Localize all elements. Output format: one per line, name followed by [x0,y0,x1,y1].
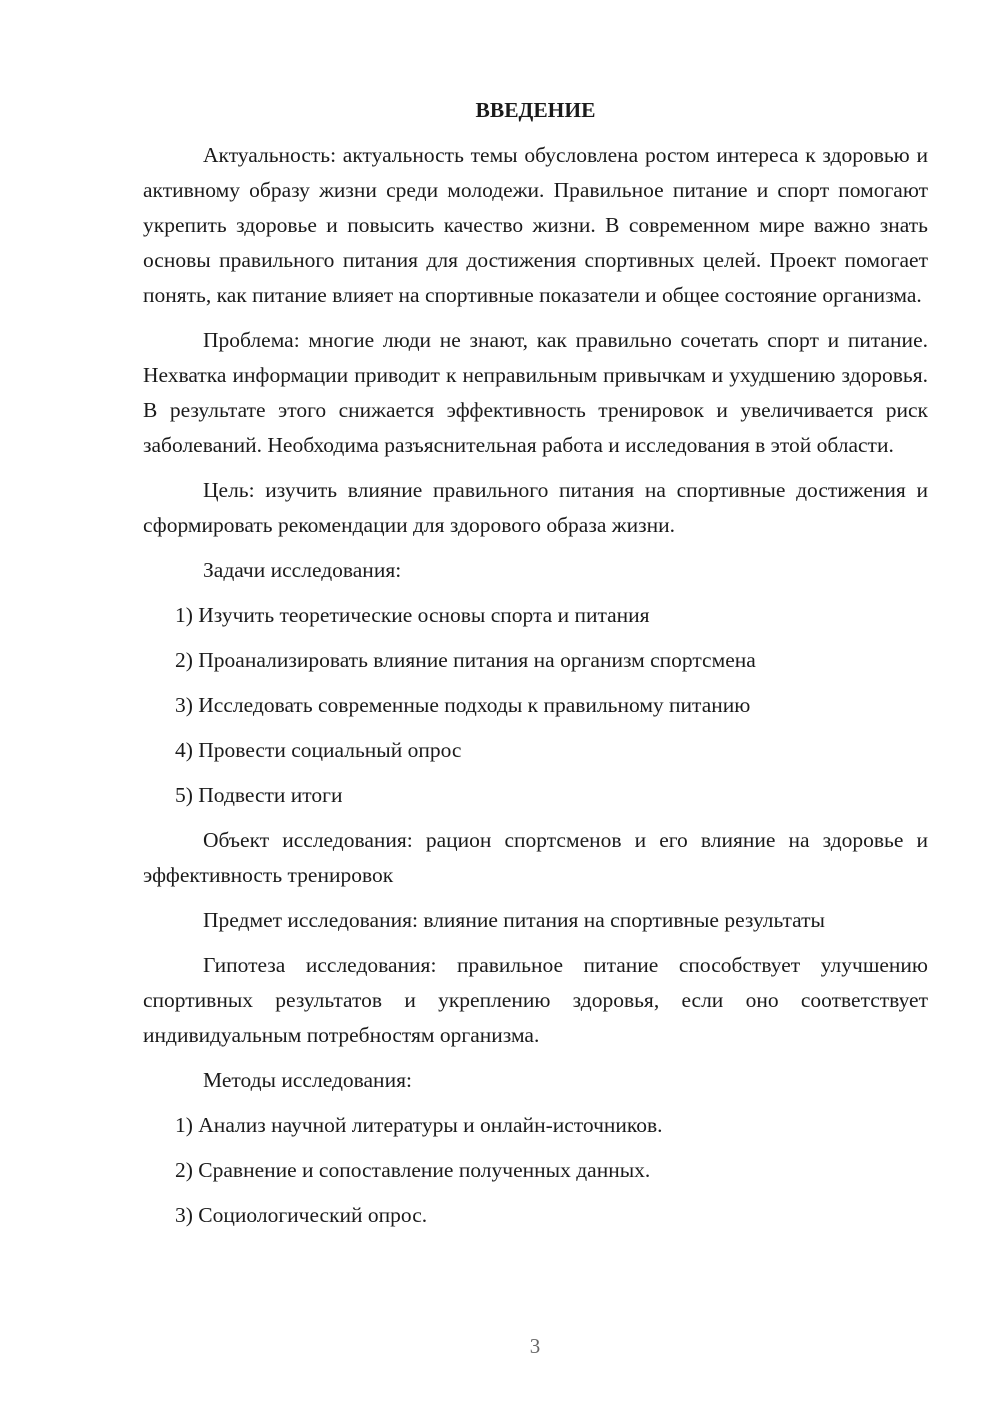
list-item: 3) Социологический опрос. [175,1203,428,1227]
paragraph-hypothesis: Гипотеза исследования: правильное питание способствует улучшению спортивных результатов и укреплению здоровья, если оно соответствует индивидуальным потребностям организма. [143,953,928,1047]
list-item: 2) Проанализировать влияние питания на организм спортсмена [175,648,756,672]
paragraph-relevance: Актуальность: актуальность темы обусловлена ростом интереса к здоровью и активному образу жизни среди молодежи. Правильное питание и спорт помогают укрепить здоровье и повысить качество жизни. В современном мире важно знать основы правильного питания для достижения спортивных целей. Проект помогает понять, как питание влияет на спортивные показатели и общее состояние организма. [143,143,928,307]
list-item: 1) Анализ научной литературы и онлайн-источников. [175,1113,663,1137]
list-item: 5) Подвести итоги [175,783,343,807]
list-item: 3) Исследовать современные подходы к правильному питанию [175,693,751,717]
paragraph-problem: Проблема: многие люди не знают, как правильно сочетать спорт и питание. Нехватка информации приводит к неправильным привычкам и ухудшению здоровья. В результате этого снижается эффективность тренировок и увеличивается риск заболеваний. Необходима разъяснительная работа и исследования в этой области. [143,328,928,457]
paragraph-object: Объект исследования: рацион спортсменов и его влияние на здоровье и эффективность тренировок [143,828,928,887]
tasks-list [143,598,928,813]
methods-heading: Методы исследования: [203,1068,412,1092]
methods-list [143,1108,928,1233]
document-title: ВВЕДЕНИЕ [475,98,596,122]
list-item: 1) Изучить теоретические основы спорта и питания [175,603,650,627]
tasks-heading: Задачи исследования: [203,558,402,582]
paragraph-goal: Цель: изучить влияние правильного питания на спортивные достижения и сформировать рекомендации для здорового образа жизни. [143,478,928,537]
paragraph-subject: Предмет исследования: влияние питания на спортивные результаты [203,908,825,932]
document-page [143,92,928,1243]
list-item: 2) Сравнение и сопоставление полученных данных. [175,1158,651,1182]
list-item: 4) Провести социальный опрос [175,738,462,762]
page-number: 3 [529,1334,541,1358]
